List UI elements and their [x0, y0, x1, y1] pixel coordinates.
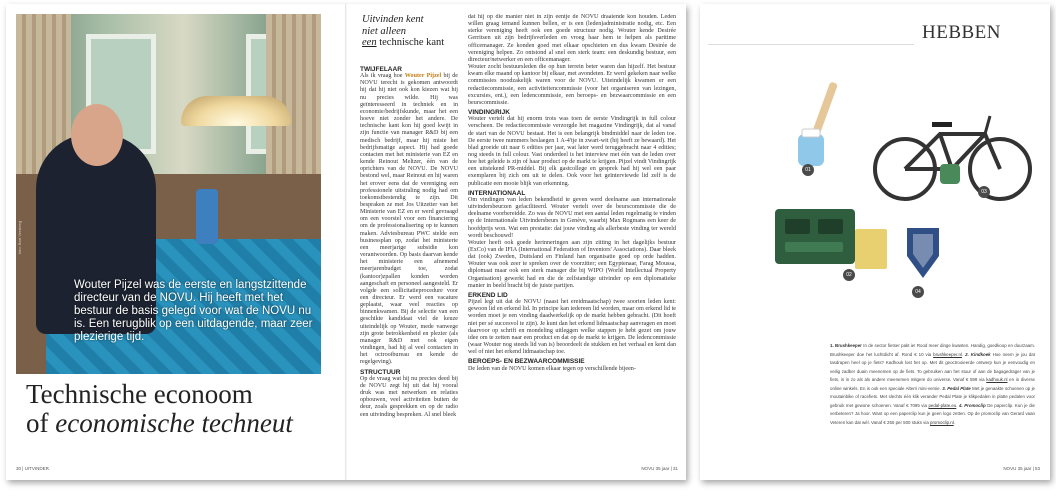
- desc-text: Hoe neem je jou dat tasdrapen heel op je fiets? Kadhouk lost het op. Met dit geoctrooieerde ontwerp kun je eenvoudig en veilig zadber duain meenemen op de fiets. To gebruiken aan het stuur of aan de bagagedrager van je fiets, is in zo als als andere meenemen mitgere do universe. Vanaf € 599 via: [830, 351, 1035, 382]
- text-column-2: [468, 14, 676, 468]
- gutter: [345, 4, 347, 480]
- subheading: INTERNATIONAAL: [468, 189, 526, 197]
- paragraph: Pijzel legt uit dat de NOVU (naast het ereidmaatschap) twee soorten leden kent: gewoon lid en erkend lid. In principe kan iedereen lid worden, maar om erkend lid te worden moet je een vinding daadwerkelijk op de markt hebben gebracht. (Dit hoeft niet per sé succesvol te zijn). Je kunt dan het erkend lidmaatschap aanvragen en moet daarvoor op schrift en mondeling uitleggen welke stappen je hebt gezet om jouw idee om te zetten naar een product en dat op de markt te krijgen. De ledencommissie (waar Wouter nog steeds lid van is) beoordeelt de stukken en het verhaal en kent dan wel of niet het erkend lidmaatschap toe.: [468, 299, 676, 356]
- desc-title: 3. Pedal Plate: [942, 385, 971, 391]
- intro-line-2: niet alleen: [362, 25, 407, 37]
- name-highlight: Wouter Pijzel: [404, 73, 442, 80]
- bike-stem: [985, 116, 990, 134]
- magazine-spread: [6, 4, 686, 480]
- headline-line-1: Technische econoom: [26, 379, 253, 409]
- subheading: VINDINGRIJK: [468, 109, 510, 117]
- product-descriptions: 1. Brushkeeper In de sector fietser pakt ie! Rood meer dinge kwasten. Handig, goedkoop en duurzaam. Brushkeeper doe het luchtdicht af. Rond € 10 via brushkeeper.nl. 2. Kindkoek Hoe neem je jou dat tasdrapen heel op je fiets? Kadhouk lost het op. Met dit geoctrooieerde ontwerp kun je eenvoudig en veilig zadber duain meenemen op de fiets. To gebruiken aan het stuur of aan de bagagedrager van je fiets, is in zo als als andere meenemen mitgere do universe. Vanaf € 599 via kadhouk.nl en in diverse online winkels. En is ook een speciale Alterri mini-versie. 3. Pedal Plate Met je genaakte schoenen op je moutainbike of racefiets. Met slechts één klik verander Pedal Plate je klikpedalen in platte pedalen voor gebruik met gewone schoenen. Vanaf € 7095 via pedal-plate.eu. 4. Promoclip De paperclip. Kun je die verbeteren? Ja hoor. Want op een paperclip kun je geen logo zetten. Op de promoclip van Gerard vaan Veteren kan dat wél. Vanaf € 250 per 500 stuks via promoclip.nl.: [830, 343, 1035, 425]
- folio-left: 30 | UITVINDER.: [16, 466, 51, 471]
- desc-link[interactable]: promoclip.nl: [930, 419, 954, 425]
- photo-lamp: [181, 96, 291, 126]
- subheading: ERKEND LID: [468, 291, 508, 299]
- desc-link[interactable]: brushkeeper.nl: [933, 351, 962, 357]
- desc-text: en in diverse online winkels. En is ook een speciale Alterri mini-versie.: [830, 377, 1035, 391]
- pedal-plate-part: [818, 219, 843, 234]
- subheading: STRUCTUUR: [360, 368, 401, 376]
- intro-heading: [362, 14, 462, 49]
- paragraph-text: bij de NOVU terecht is gekomen antwoordt hij dat hij niet ook kon kiezen wat hij nu precies wilde. Hij was geïnteresseerd in techniek en in economie/bedrijfskunde, maar het een hoeve niet zonder het andere. De technische kant kon hij goed kwijt in zijn functie van manager R&D bij een medisch bedrijf, maar hij miste het bedrijfsmatige aspect. Hij had goede contacten met het ministerie van EZ en kende Reinout Meltzer, één van de oprichters van de NOVU. De NOVU bestond wel, maar Reinout en hij waren het erover eens dat de vereniging een professionele uitstraling nodig had om toekomstbestendig te zijn. Dit bespraken ze met Jos Uitzetter van het Ministerie van EZ en er werd gevraagd om een voorstel voor een financiering om de professionalisering op te kunnen maken. Adviesbureau PWC stelde een businessplan op, zodat het ministerie een meerjarige subsidie kon verantwoorden. Op basis daarvan kende het ministerie een afnemend meerjarenbudget toe, zodat (kantoor)zpallen konden worden aangeschaft en personeel aangesteld. Er volgde een sollicitatieprocedure voor een directeur. Er werd een vacature geplaatst, waar veel reacties op binnenkwamen. Bij de selectie van een geschikte kandidaat viel de keuze uiteindelijk op Wouter, mede vanwege zijn grote betrokkenheid en plezier (als manager R&D met ook eigen vindingen, had hij al veel contacten in het octrooibureau en kende de regelgeving).: [360, 73, 458, 366]
- photo-person-head: [71, 104, 123, 166]
- pedal-plate-box: [855, 229, 887, 269]
- bike-frame-top: [905, 134, 1000, 169]
- paragraph: [360, 73, 458, 366]
- desc-text: De paperclip. Kun je die verbeteren? Ja hoor. Want op een paperclip kun je geen logo zetten. Op de promoclip van Gerard vaan Veteren kan dat wél. Vanaf € 250 per 500 stuks via: [830, 402, 1035, 425]
- desc-link[interactable]: kadhouk.nl: [986, 377, 1008, 382]
- desc-text: In de sector fietser pakt ie! Rood meer dinge kwasten. Handig, goedkoop en duurzaam. Brushkeeper doe het luchtdicht af. Rond € 10 via: [830, 343, 1035, 357]
- item-number-2: 02: [843, 269, 855, 281]
- folio-page2: NOVU 35 jaar | 53: [1003, 466, 1040, 471]
- item-number-3: 03: [978, 186, 990, 198]
- paragraph-text: Als ik vraag hoe: [360, 73, 403, 80]
- article-headline: [26, 380, 326, 438]
- brushkeeper-image: [790, 79, 860, 174]
- text-column-1: [360, 64, 458, 468]
- paragraph: Wouter vertelt dat hij enorm trots was toen de eerste Vindingrijk in full colour verscheen. De redactiecommissie verzorgde het magazine Vindingrijk, dat al vanaf de start van de NOVU bestaat. Het is een belangrijk bindmiddel naar de leden toe. De eerste twee nummers beslaegen 1 A-4'tje in zwart-wit (hij heeft ze bewaard). Het blad groeide uit naar 6 edities per jaar, wat later werd teruggebracht naar 4 edities; nog steeds in full colour. Vast onderdeel is het interview met één van de leden over hoe het geleide is zijn of haar product op de markt te krijgen. Pijzel vindt Vindingrijk een uitstekend PR-middel. Bij elk gastcollege en gesprek had hij wel een paar exemplaren bij zich om uit te delen. Ook voor het geïnterviewde lid zelf is de publicatie een mooie blijk van erkenning.: [468, 116, 676, 187]
- intro-line-3: [362, 37, 462, 49]
- desc-title: 2. Kindkoek: [965, 351, 991, 357]
- bike-kindkoek: [940, 164, 960, 184]
- item-number-4: 04: [912, 286, 924, 298]
- headline-italic: economische techneut: [55, 408, 293, 438]
- bike-saddle: [932, 122, 952, 127]
- paragraph: Om vindingen van leden bekendheid te geven werd deelname aan internationale uitvindersbeurzen gefaciliteerd. Wouter vertelt over de beurscommissie die de deelname voorbereidde. Zo was de NOVU met een aantal leden regelmatig te vinden op de Internationale Uitvindersbeurs in Genève, waarbij Max Rogmans een keer de hoofdprijs won. Wat een prestatie: dat jouw vinding als allerbeste vinding ter wereld wordt beschouwd!: [468, 196, 676, 239]
- photo-credit: foto: Bart Versteeg: [17, 220, 22, 254]
- brush-ferrule: [802, 129, 820, 137]
- photo-jar: [196, 189, 218, 244]
- paragraph: Op de vraag wat hij nu precies deed bij de NOVU zegt hij uit dat hij vooral druk was met netwerken en relaties opbouwen, veel activiteiten buiten de deur, zoals gesprekken en op de radio een uitvinding bespreken. Al snel bleek: [360, 375, 458, 418]
- intro-line-3-rest: technische kant: [379, 37, 445, 48]
- pedal-plate-tool: [785, 242, 843, 252]
- subheading: TWIJFELAAR: [360, 66, 402, 73]
- pedal-plate-image: [770, 204, 890, 279]
- desc-link[interactable]: pedal-plate.eu: [928, 402, 957, 408]
- desc-title: 1. Brushkeeper: [830, 343, 862, 348]
- headline-line-2: [26, 409, 326, 438]
- subheading: BEROEPS- EN BEZWAARCOMMISSIE: [468, 358, 585, 366]
- headline-prefix: of: [26, 408, 49, 438]
- pedal-plate-case: [775, 209, 855, 264]
- paragraph: Wouter zocht bestuursleden die op hun terrein beter waren dan hijzelf. Het bestuur kwam elke maand op kantoor bij elkaar, met avondeten. Er werd gekeken naar welke commissies noodzakelijk waren voor de NOVU. Uiteindelijk kwamen er een redactiecommissie, een activiteitencommissie (voor het organiseren van lezingen, excursies, ent.), een ledencommissie, een beroeps- en bezwaarcommissie en een beurscommissie.: [468, 64, 676, 106]
- photo-caption: Wouter Pijzel was de eerste en langstzittende directeur van de NOVU. Hij heeft met het bestuur de basis gelegd voor wat de NOVU nu is. Een terugblik op een uitdagende, maar zeer plezierige tijd.: [74, 279, 313, 343]
- paragraph: dat hij op die manier niet in zijn eentje de NOVU draaiende kon houden. Leden willen graag iemand kunnen bellen, er is een (leden)administratie nodig, etc. Een sterke vereniging heeft ook een goede structuur nodig. Wouter kende Desirée Gerritsen uit zijn bedrijfsverleden en vroeg haar hem te helpen als parttime officemanager. Ze konden goed met elkaar opschieten en dus kwam Desirée de vereniging helpen. Zo ontstond al snel een sterk team: een deskundig bestuur, een directeur/netwerker en een officemanager.: [468, 14, 676, 63]
- section-title: HEBBEN: [922, 22, 1001, 43]
- paragraph: De leden van de NOVU komen elkaar tegen op verschillende bijeen-: [468, 365, 636, 372]
- header-rule: [708, 22, 914, 45]
- brush-keeper-cap: [798, 134, 824, 166]
- bike-image: [870, 104, 1040, 209]
- intro-line-3-italic: een: [362, 37, 377, 48]
- intro-line-1: Uitvinden kent: [362, 14, 424, 25]
- promoclip-image: [905, 226, 941, 281]
- item-number-1: 01: [802, 164, 814, 176]
- hebben-page: [700, 4, 1050, 480]
- paragraph: Wouter heeft ook goede herinneringen aan zijn zitting in het dagelijks bestuur (ExCo) van de IFIA (International Federation of Inventors' Associations). Daar bleek dat (ook) Zweden, Duitsland en Finland han organisatie goed op orde hadden. Wouter was ook zeer te spreken over de voorzitter; een Egyptenaar, Farag Moussa, diplomaat maar ook een sterk manager die bij WIPO (World Intellectual Property Organisation) gewerkt had en die de zelfstandige uitvinder op een diplomatieke manier in beeld bracht bij de juiste partijen.: [468, 239, 676, 289]
- desc-title: 4. Promoclip: [959, 402, 986, 408]
- folio-right: NOVU 35 jaar | 31: [641, 466, 678, 471]
- pedal-plate-part: [785, 219, 810, 234]
- desc-text: Met je genaakte schoenen op je moutainbike of racefiets. Met slechts één klik verander Pedal Plate je klikpedalen in platte pedalen voor gebruik met gewone schoenen. Vanaf € 7095 via: [830, 385, 1035, 408]
- portrait-photo: [16, 14, 321, 374]
